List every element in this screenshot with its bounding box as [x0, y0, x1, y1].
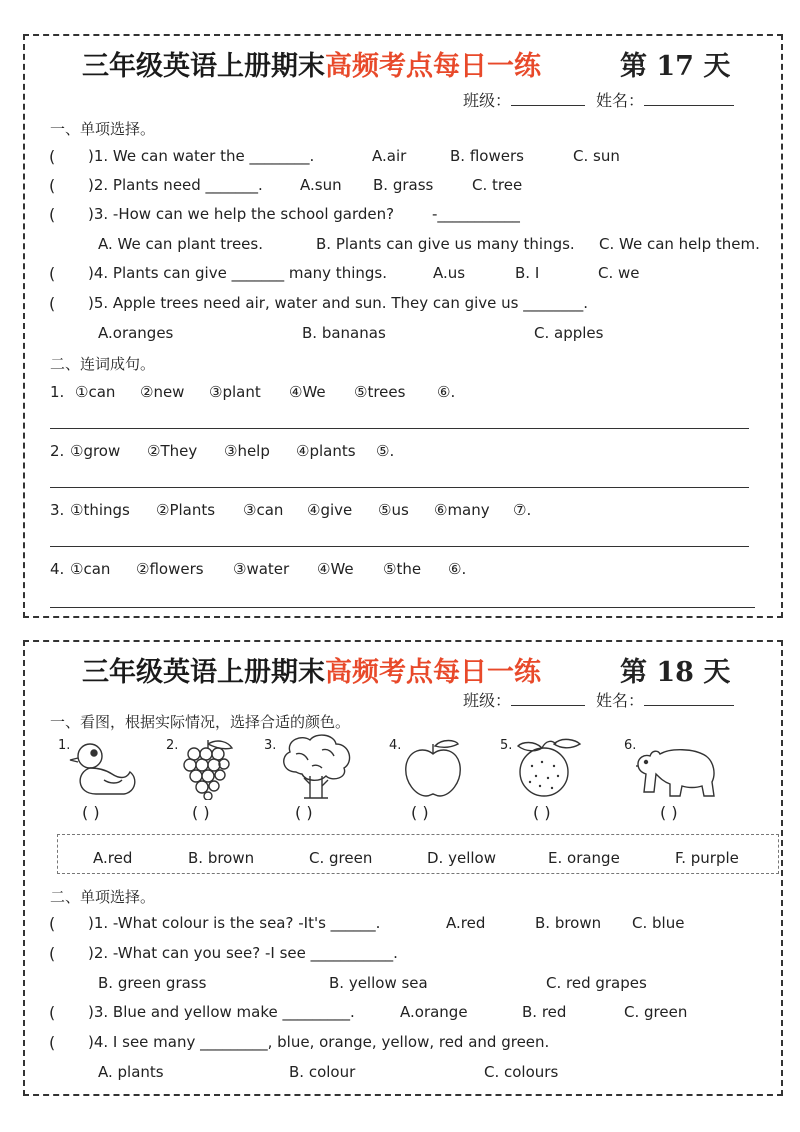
- picture-number: 4.: [389, 738, 402, 753]
- sentence-number: 3.: [50, 501, 65, 519]
- picture-number: 6.: [624, 738, 637, 753]
- answer-paren[interactable]: ( ): [192, 803, 210, 822]
- answer-paren[interactable]: ( ): [411, 803, 429, 822]
- option[interactable]: B. brown: [535, 914, 602, 932]
- section-heading: 一、单项选择。: [50, 120, 156, 138]
- word-tile: ②flowers: [136, 560, 204, 578]
- word-tile: ⑦.: [513, 501, 532, 519]
- word-tile: ⑤the: [383, 560, 422, 578]
- option[interactable]: B. bananas: [302, 324, 386, 342]
- sentence-number: 2.: [50, 442, 65, 460]
- option[interactable]: C. colours: [484, 1063, 559, 1081]
- option[interactable]: B. green grass: [98, 974, 207, 992]
- answer-paren[interactable]: (: [49, 205, 56, 224]
- color-option[interactable]: B. brown: [188, 849, 255, 867]
- word-tile: ④We: [317, 560, 354, 578]
- grapes-icon: [178, 738, 238, 800]
- word-tile: ④give: [307, 501, 353, 519]
- answer-paren[interactable]: (: [49, 914, 56, 933]
- class-field[interactable]: 班级：: [463, 88, 585, 111]
- worksheet-title: 三年级英语上册期末高频考点每日一练: [82, 657, 541, 688]
- word-tile: ⑥many: [434, 501, 490, 519]
- word-tile: ③water: [233, 560, 290, 578]
- sentence-number: 4.: [50, 560, 65, 578]
- option[interactable]: B. Plants can give us many things.: [316, 235, 575, 253]
- class-field[interactable]: 班级：: [463, 688, 585, 711]
- option[interactable]: A. plants: [98, 1063, 164, 1081]
- option[interactable]: A.us: [433, 264, 466, 282]
- question-stem: )2. Plants need _______.: [88, 176, 263, 194]
- answer-paren[interactable]: (: [49, 294, 56, 313]
- answer-paren[interactable]: (: [49, 147, 56, 166]
- option[interactable]: A.sun: [300, 176, 342, 194]
- answer-paren[interactable]: (: [49, 1033, 56, 1052]
- option[interactable]: B. I: [515, 264, 540, 282]
- answer-paren[interactable]: (: [49, 1003, 56, 1022]
- option[interactable]: A.oranges: [98, 324, 174, 342]
- word-tile: ②Plants: [156, 501, 216, 519]
- answer-paren[interactable]: (: [49, 264, 56, 283]
- orange-icon: [512, 736, 582, 800]
- word-tile: ②new: [140, 383, 185, 401]
- question-stem: )1. -What colour is the sea? -It's ______.: [88, 914, 381, 932]
- option[interactable]: C. green: [624, 1003, 688, 1021]
- answer-line[interactable]: [50, 546, 749, 547]
- option[interactable]: C. blue: [632, 914, 685, 932]
- answer-paren[interactable]: ( ): [533, 803, 551, 822]
- question-stem: )1. We can water the ________.: [88, 147, 315, 165]
- name-field[interactable]: 姓名：: [596, 88, 734, 111]
- picture-number: 2.: [166, 738, 179, 753]
- option[interactable]: B. yellow sea: [329, 974, 428, 992]
- option[interactable]: C. We can help them.: [599, 235, 760, 253]
- answer-paren[interactable]: ( ): [295, 803, 313, 822]
- option[interactable]: C. sun: [573, 147, 620, 165]
- color-option[interactable]: A.red: [93, 849, 133, 867]
- word-tile: ③help: [224, 442, 270, 460]
- answer-blank[interactable]: -___________: [432, 205, 520, 223]
- answer-line[interactable]: [50, 607, 755, 608]
- section-heading: 二、连词成句。: [50, 355, 156, 373]
- word-tile: ⑤us: [378, 501, 409, 519]
- option[interactable]: A.orange: [400, 1003, 468, 1021]
- option[interactable]: B. red: [522, 1003, 567, 1021]
- word-tile: ④plants: [296, 442, 356, 460]
- picture-number: 3.: [264, 738, 277, 753]
- word-tile: ③can: [243, 501, 284, 519]
- answer-paren[interactable]: (: [49, 944, 56, 963]
- color-option[interactable]: E. orange: [548, 849, 620, 867]
- answer-line[interactable]: [50, 487, 749, 488]
- color-options-box: [57, 834, 779, 874]
- option[interactable]: B. colour: [289, 1063, 356, 1081]
- question-stem: )5. Apple trees need air, water and sun. They can give us ________.: [88, 294, 589, 312]
- tree-icon: [276, 732, 356, 800]
- answer-line[interactable]: [50, 428, 749, 429]
- question-stem: )3. -How can we help the school garden?: [88, 205, 395, 223]
- option[interactable]: C. red grapes: [546, 974, 647, 992]
- name-field[interactable]: 姓名：: [596, 688, 734, 711]
- option[interactable]: C. we: [598, 264, 640, 282]
- answer-paren[interactable]: ( ): [82, 803, 100, 822]
- color-option[interactable]: C. green: [309, 849, 373, 867]
- picture-number: 5.: [500, 738, 513, 753]
- question-stem: )2. -What can you see? -I see ___________.: [88, 944, 398, 962]
- section-heading: 二、单项选择。: [50, 888, 156, 906]
- bear-icon: [634, 742, 718, 798]
- word-tile: ①can: [70, 560, 111, 578]
- word-tile: ②They: [147, 442, 198, 460]
- option[interactable]: C. apples: [534, 324, 604, 342]
- color-option[interactable]: F. purple: [675, 849, 739, 867]
- word-tile: ①can: [75, 383, 116, 401]
- worksheet-title: 三年级英语上册期末高频考点每日一练: [82, 51, 541, 82]
- question-stem: )3. Blue and yellow make _________.: [88, 1003, 355, 1021]
- day-number: 第 18 天: [620, 657, 731, 688]
- day-number: 第 17 天: [620, 51, 731, 82]
- answer-paren[interactable]: (: [49, 176, 56, 195]
- word-tile: ①grow: [70, 442, 121, 460]
- word-tile: ③plant: [209, 383, 261, 401]
- option[interactable]: C. tree: [472, 176, 523, 194]
- picture-number: 1.: [58, 738, 71, 753]
- question-stem: )4. Plants can give _______ many things.: [88, 264, 387, 282]
- word-tile: ⑥.: [448, 560, 467, 578]
- apple-icon: [402, 738, 464, 800]
- option[interactable]: A. We can plant trees.: [98, 235, 263, 253]
- question-stem: )4. I see many _________, blue, orange, yellow, red and green.: [88, 1033, 550, 1051]
- option[interactable]: A.red: [446, 914, 486, 932]
- word-tile: ⑤trees: [354, 383, 406, 401]
- word-tile: ①things: [70, 501, 130, 519]
- option[interactable]: B. grass: [373, 176, 434, 194]
- word-tile: ④We: [289, 383, 326, 401]
- section-heading: 一、看图，根据实际情况，选择合适的颜色。: [50, 713, 351, 731]
- sentence-number: 1.: [50, 383, 65, 401]
- option[interactable]: B. flowers: [450, 147, 524, 165]
- word-tile: ⑥.: [437, 383, 456, 401]
- color-option[interactable]: D. yellow: [427, 849, 496, 867]
- option[interactable]: A.air: [372, 147, 407, 165]
- answer-paren[interactable]: ( ): [660, 803, 678, 822]
- word-tile: ⑤.: [376, 442, 395, 460]
- duck-icon: [66, 738, 140, 800]
